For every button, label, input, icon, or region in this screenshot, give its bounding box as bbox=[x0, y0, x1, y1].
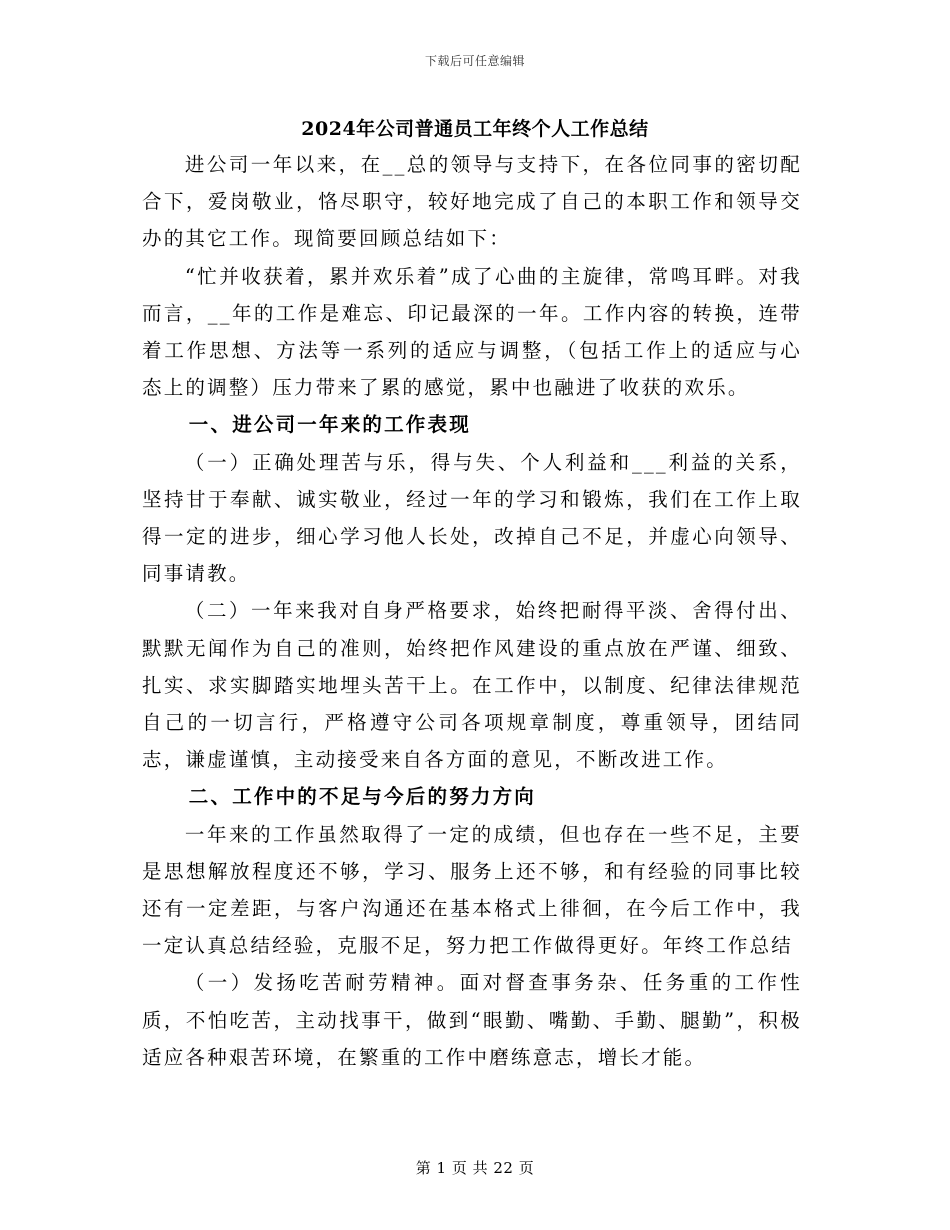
document-body bbox=[142, 146, 802, 1076]
document-title: 2024年公司普通员工年终个人工作总结 bbox=[301, 118, 649, 140]
paragraph-item-2-1: （一）发扬吃苦耐劳精神。面对督查事务杂、任务重的工作性质，不怕吃苦，主动找事干，做到“眼勤、嘴勤、手勤、腿勤”，积极适应各种艰苦环境，在繁重的工作中磨练意志，增长才能。 bbox=[142, 971, 802, 1069]
paragraph-item-1-1: （一）正确处理苦与乐，得与失、个人利益和___利益的关系，坚持甘于奉献、诚实敬业，经过一年的学习和锻炼，我们在工作上取得一定的进步，细心学习他人长处，改掉自己不足，并虚心向领导、同事请教。 bbox=[142, 450, 802, 586]
paragraph-reflection: “忙并收获着，累并欢乐着”成了心曲的主旋律，常鸣耳畔。对我而言，__年的工作是难忘、印记最深的一年。工作内容的转换，连带着工作思想、方法等一系列的适应与调整，（包括工作上的适应与心态上的调整）压力带来了累的感觉，累中也融进了收获的欢乐。 bbox=[142, 264, 802, 400]
page-header-note: 下载后可任意编辑 bbox=[424, 54, 525, 68]
section-heading-2: 二、工作中的不足与今后的努力方向 bbox=[188, 785, 536, 809]
paragraph-item-1-2: （二）一年来我对自身严格要求，始终把耐得平淡、舍得付出、默默无闻作为自己的准则，始终把作风建设的重点放在严谨、细致、扎实、求实脚踏实地埋头苦干上。在工作中，以制度、纪律法律规范自己的一切言行，严格遵守公司各项规章制度，尊重领导，团结同志，谦虚谨慎，主动接受来自各方面的意见，不断改进工作。 bbox=[142, 599, 802, 772]
paragraph-shortcomings: 一年来的工作虽然取得了一定的成绩，但也存在一些不足，主要是思想解放程度还不够，学习、服务上还不够，和有经验的同事比较还有一定差距，与客户沟通还在基本格式上徘徊，在今后工作中，我一定认真总结经验，克服不足，努力把工作做得更好。年终工作总结 bbox=[142, 822, 802, 958]
paragraph-intro: 进公司一年以来，在__总的领导与支持下，在各位同事的密切配合下，爱岗敬业，恪尽职守，较好地完成了自己的本职工作和领导交办的其它工作。现简要回顾总结如下： bbox=[142, 153, 802, 251]
section-heading-1: 一、进公司一年来的工作表现 bbox=[188, 413, 471, 437]
page-number: 第 1 页 共 22 页 bbox=[415, 1159, 535, 1177]
